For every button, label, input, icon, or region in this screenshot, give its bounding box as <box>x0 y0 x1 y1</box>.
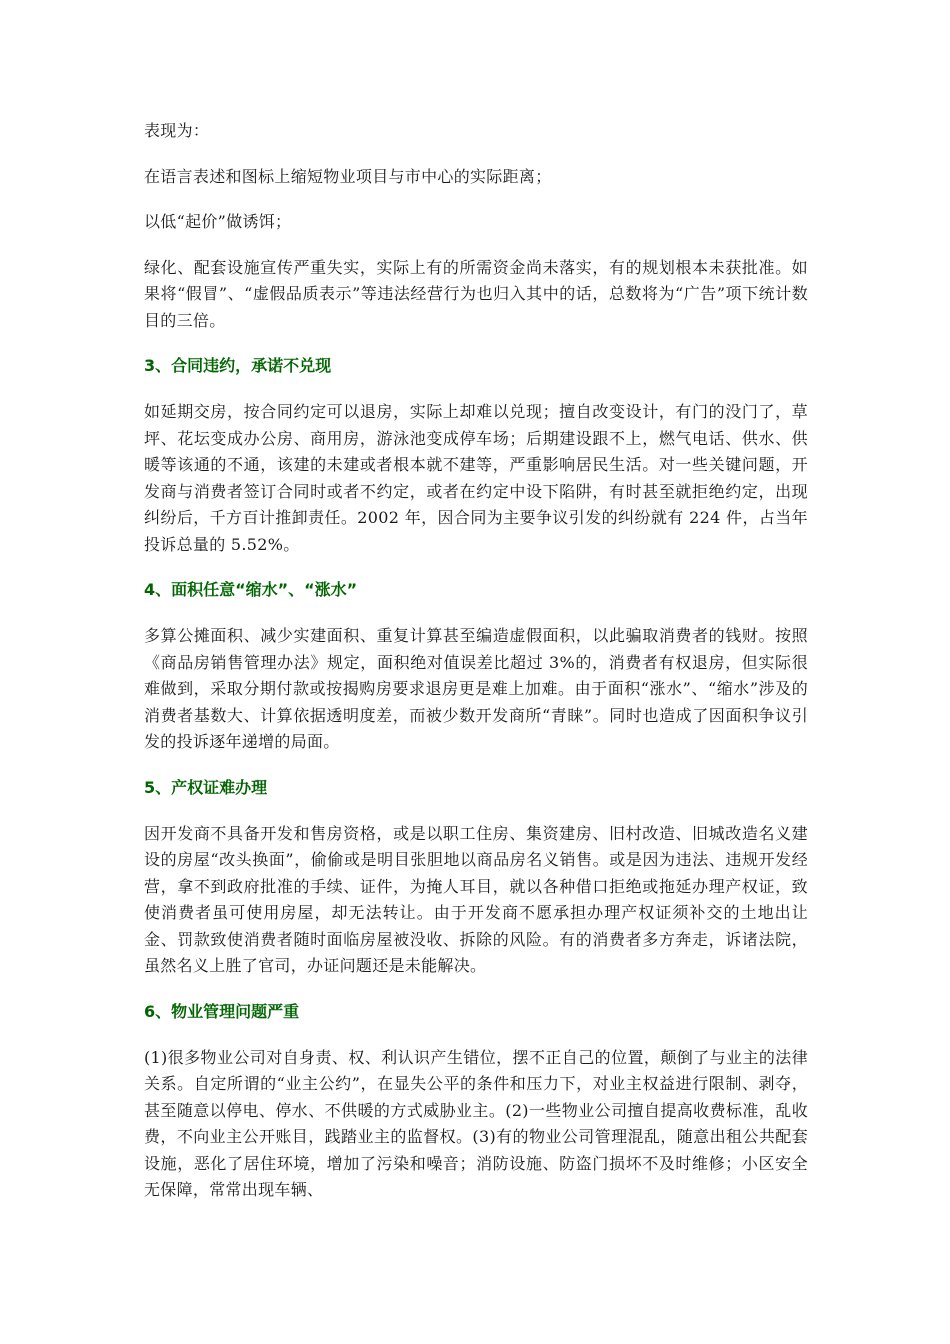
section-heading-3: 3、合同违约，承诺不兑现 <box>144 356 332 375</box>
section-heading-6: 6、物业管理问题严重 <box>144 1001 300 1021</box>
section-heading-5: 5、产权证难办理 <box>144 777 268 797</box>
section-body-5: 因开发商不具备开发和售房资格，或是以职工住房、集资建房、旧村改造、旧城改造名义建设的房屋“改头换面”，偷偷或是明目张胆地以商品房名义销售。或是因为违法、违规开发经营，拿不到政府批准的手续、证件，为掩人耳目，就以各种借口拒绝或拖延办理产权证，致使消费者虽可使用房屋，却无法转让。由于开发商不愿承担办理产权证须补交的土地出让金、罚款致使消费者随时面临房屋被没收、拆除的风险。有的消费者多方奔走，诉诸法院，虽然名义上胜了官司，办证问题还是未能解决。 <box>144 823 808 975</box>
intro-paragraph-4: 绿化、配套设施宣传严重失实，实际上有的所需资金尚未落实，有的规划根本未获批准。如果将“假冒”、“虚假品质表示”等违法经营行为也归入其中的话，总数将为“广告”项下统计数目的三倍。 <box>144 257 808 330</box>
intro-paragraph-2: 在语言表述和图标上缩短物业项目与市中心的实际距离； <box>144 166 552 186</box>
section-body-6: (1)很多物业公司对自身责、权、利认识产生错位，摆不正自己的位置，颠倒了与业主的法律关系。自定所谓的“业主公约”，在显失公平的条件和压力下，对业主权益进行限制、剥夺，甚至随意以停电、停水、不供暖的方式威胁业主。(2)一些物业公司擅自提高收费标准，乱收费，不向业主公开账目，践踏业主的监督权。(3)有的物业公司管理混乱，随意出租公共配套设施，恶化了居住环境，增加了污染和噪音；消防设施、防盗门损坏不及时维修；小区安全无保障，常常出现车辆、 <box>144 1047 808 1199</box>
intro-paragraph-1: 表现为： <box>144 121 210 140</box>
section-body-3: 如延期交房，按合同约定可以退房，实际上却难以兑现；擅自改变设计，有门的没门了，草坪、花坛变成办公房、商用房，游泳池变成停车场；后期建设跟不上，燃气电话、供水、供暖等该通的不通，该建的未建或者根本就不建等，严重影响居民生活。对一些关键问题，开发商与消费者签订合同时或者不约定，或者在约定中设下陷阱，有时甚至就拒绝约定，出现纠纷后，千方百计推卸责任。2002 年，因合同为主要争议引发的纠纷就有 224 件，占当年投诉总量的 5.52%。 <box>144 402 808 554</box>
section-heading-4: 4、面积任意“缩水”、“涨水” <box>144 580 358 599</box>
intro-paragraph-3: 以低“起价”做诱饵； <box>144 212 292 231</box>
document-page <box>144 118 808 1223</box>
section-body-4: 多算公摊面积、减少实建面积、重复计算甚至编造虚假面积，以此骗取消费者的钱财。按照《商品房销售管理办法》规定，面积绝对值误差比超过 3%的，消费者有权退房，但实际很难做到，采取分期付款或按揭购房要求退房更是难上加难。由于面积“涨水”、“缩水”涉及的消费者基数大、计算依据透明度差，而被少数开发商所“青睐”。同时也造成了因面积争议引发的投诉逐年递增的局面。 <box>144 626 808 751</box>
